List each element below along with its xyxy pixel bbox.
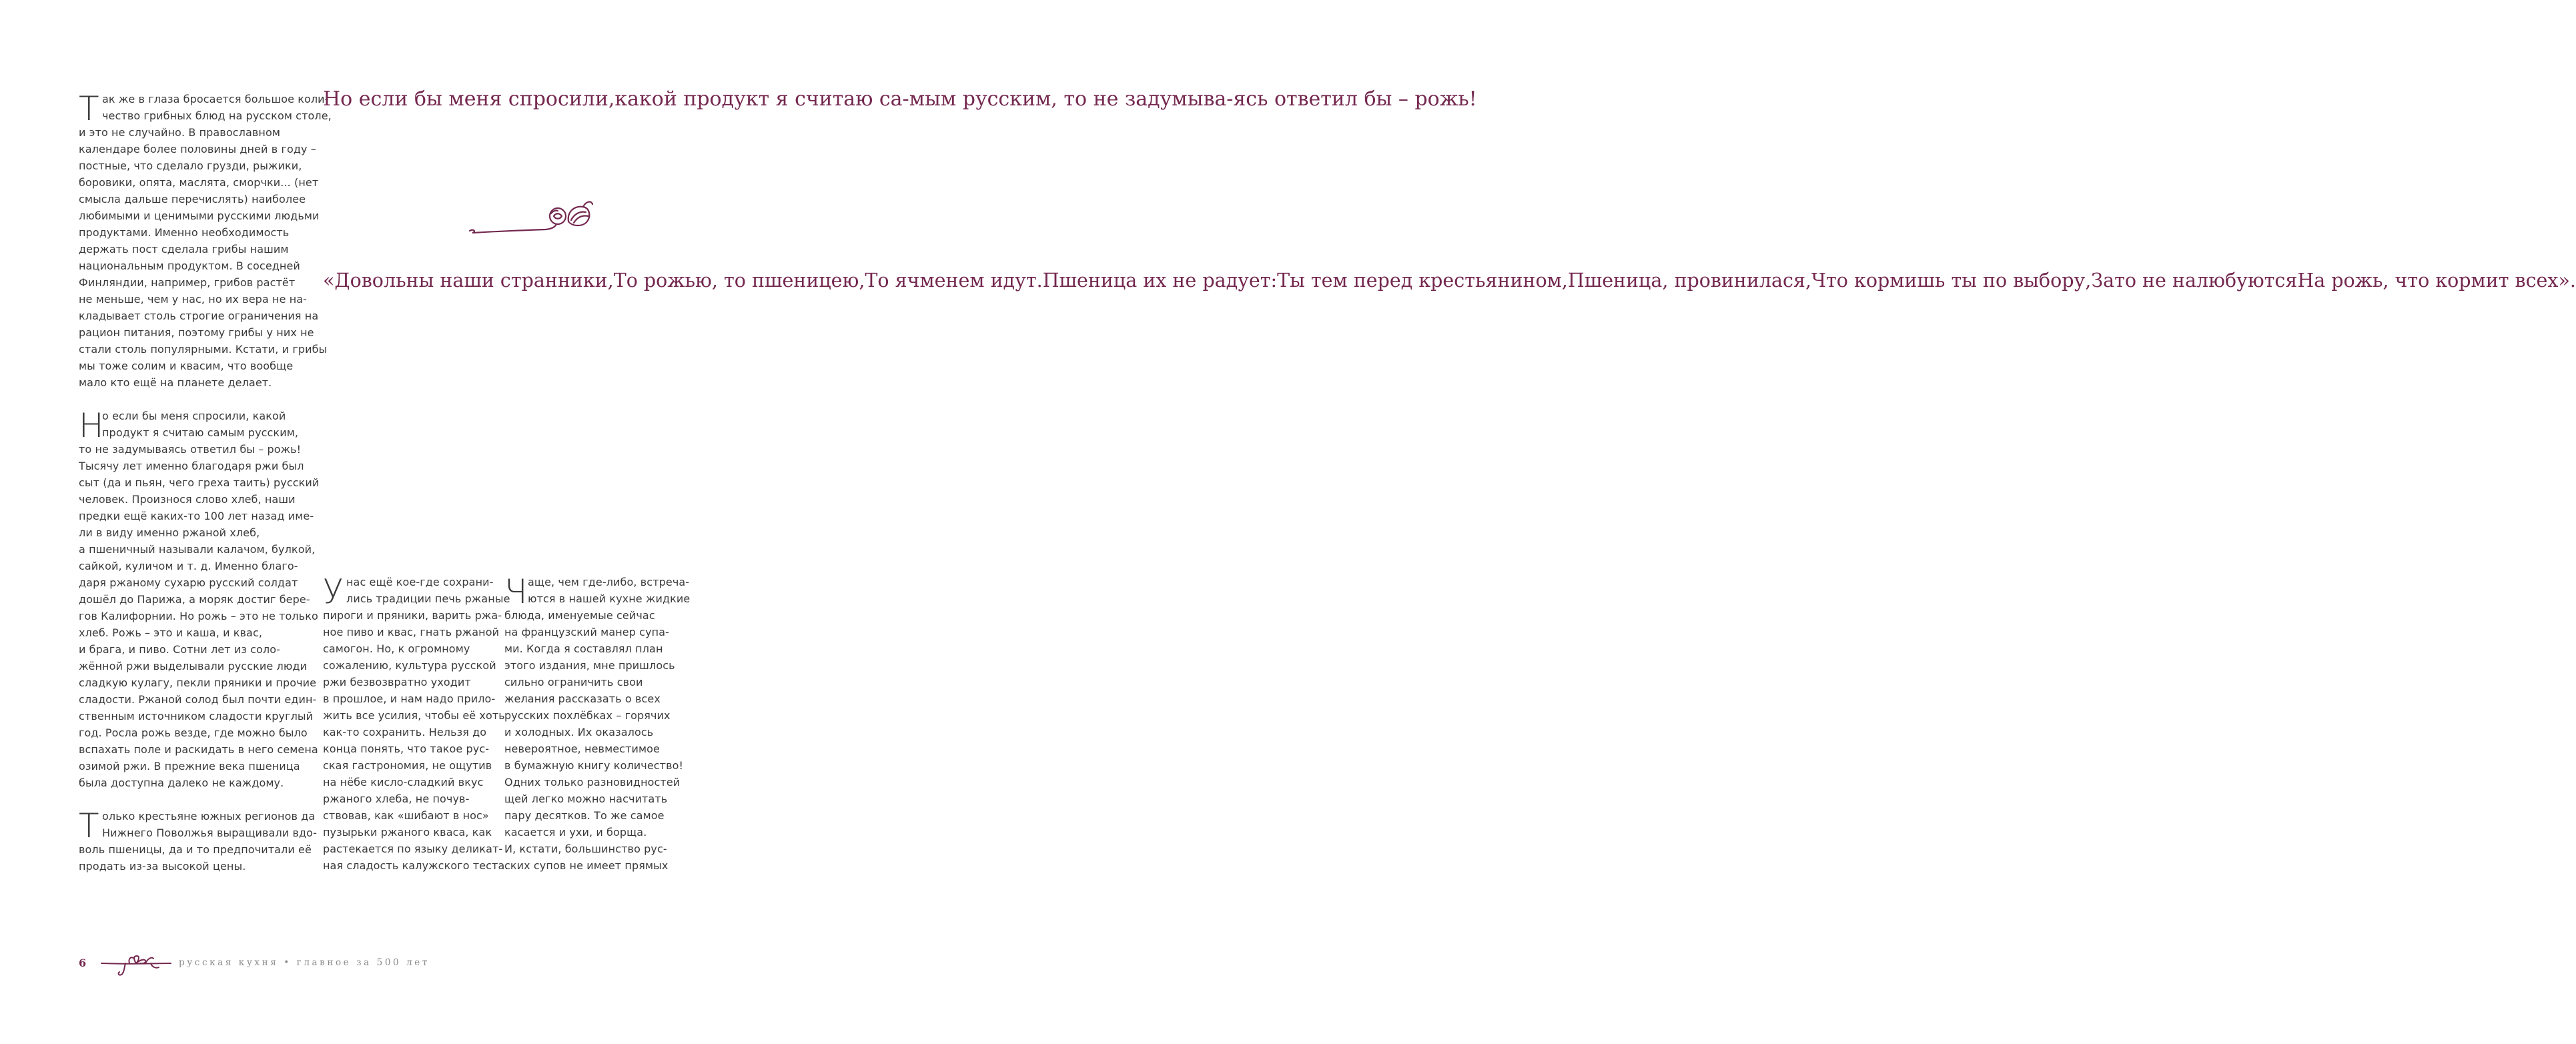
text-line: Тысячу лет именно благодаря ржи был (79, 460, 304, 472)
text-line: нас ещё кое-где сохрани- (346, 576, 494, 588)
text-line: какой продукт я считаю са- (614, 87, 909, 111)
running-title: русская кухня • главное за 500 лет (179, 957, 430, 968)
pull-quote-lines (323, 87, 1477, 111)
text-line: На рожь, что кормит всех». (2297, 270, 2576, 292)
text-line: ное пиво и квас, гнать ржаной (323, 626, 500, 638)
text-line: и брага, и пиво. Сотни лет из соло- (79, 643, 280, 656)
text-line: сыт (да и пьян, чего греха таить) русский (79, 476, 320, 489)
text-line: «Довольны наши странники, (323, 270, 614, 292)
paragraph-lines (79, 808, 317, 875)
text-line: боровики, опята, маслята, сморчки... (нет (79, 176, 319, 189)
text-line: рацион питания, поэтому грибы у них не (79, 326, 314, 339)
text-line: а пшеничный называли калачом, булкой, (79, 543, 316, 556)
text-line: сайкой, куличом и т. д. Именно благо- (79, 560, 298, 572)
text-line: пузырьки ржаного кваса, как (323, 826, 492, 839)
text-line: И, кстати, большинство рус- (504, 843, 667, 855)
text-line: ственным источником сладости круглый (79, 710, 314, 722)
text-line: озимой ржи. В прежние века пшеница (79, 760, 300, 772)
text-line: дошёл до Парижа, а моряк достиг бере- (79, 593, 310, 606)
text-line: ствовав, как «шибают в нос» (323, 809, 489, 822)
page-number: 6 (79, 957, 87, 969)
text-line: сладкую кулагу, пекли пряники и прочие (79, 676, 317, 689)
text-line: невероятное, невместимое (504, 742, 661, 755)
text-line: хлеб. Рожь – это и каша, и квас, (79, 626, 263, 639)
text-line: лись традиции печь ржаные (346, 592, 510, 605)
paragraph-wheat (79, 807, 317, 875)
text-line: чество грибных блюд на русском столе, (102, 109, 332, 122)
text-line: ми. Когда я составлял план (504, 642, 663, 655)
paragraph-rye-traditions (323, 572, 510, 874)
text-line: держать пост сделала грибы нашим (79, 243, 289, 255)
text-line: постные, что сделало грузди, рыжики, (79, 159, 302, 172)
paragraph-lines (79, 91, 332, 391)
page-footer (79, 953, 479, 979)
text-line: год. Росла рожь везде, где можно было (79, 726, 308, 739)
text-line: была доступна далеко не каждому. (79, 776, 284, 789)
left-column (79, 89, 332, 875)
text-line: продать из-за высокой цены. (79, 860, 246, 873)
text-line: даря ржаному сухарю русский солдат (79, 576, 298, 589)
text-line: самогон. Но, к огромному (323, 642, 470, 655)
text-line: сожалению, культура русской (323, 659, 496, 672)
text-line: национальным продуктом. В соседней (79, 259, 300, 272)
text-line: То рожью, то пшеницею, (613, 270, 865, 292)
text-line: на французский манер супа- (504, 626, 669, 638)
text-line: кладывает столь строгие ограничения на (79, 310, 319, 322)
text-line: продукт я считаю самым русским, (102, 426, 299, 439)
paragraph-rye (79, 406, 320, 791)
footer-flourish-icon (99, 953, 173, 979)
paragraph-lines (504, 574, 691, 874)
text-line: мало кто ещё на планете делает. (79, 376, 272, 389)
text-line: ржи безвозвратно уходит (323, 676, 471, 688)
text-line: человек. Произнося слово хлеб, наши (79, 493, 296, 506)
text-line: этого издания, мне пришлось (504, 659, 675, 672)
text-line: мы тоже солим и квасим, что вообще (79, 360, 294, 372)
text-line: пару десятков. То же самое (504, 809, 665, 822)
text-line: и холодных. Их оказалось (504, 726, 654, 738)
text-line: и это не случайно. В православном (79, 126, 281, 139)
text-line: календаре более половины дней в году – (79, 143, 316, 155)
text-line: стали столь популярными. Кстати, и грибы (79, 343, 328, 356)
dropcap: Н (79, 406, 104, 445)
text-line: касается и ухи, и борща. (504, 826, 647, 839)
text-line: аще, чем где-либо, встреча- (528, 576, 690, 588)
right-column (504, 572, 691, 874)
text-line: желания рассказать о всех (504, 692, 661, 705)
dropcap: Т (79, 89, 99, 128)
text-line: Ты тем перед крестьянином, (1277, 270, 1568, 292)
flourish-ornament-icon (467, 199, 594, 236)
text-line: продуктами. Именно необходимость (79, 226, 290, 239)
text-line: вспахать поле и раскидать в него семена (79, 743, 318, 756)
text-line: конца понять, что такое рус- (323, 742, 490, 755)
text-line: предки ещё каких-то 100 лет назад име- (79, 510, 314, 522)
poem (323, 268, 2576, 294)
text-line: как-то сохранить. Нельзя до (323, 726, 487, 738)
text-line: сильно ограничить свои (504, 676, 643, 688)
dropcap: Т (79, 807, 99, 845)
paragraph-soups (504, 572, 691, 874)
text-line: ются в нашей кухне жидкие (528, 592, 691, 605)
text-line: Пшеница, провинилася, (1567, 270, 1812, 292)
dropcap: Ч (504, 572, 528, 611)
pull-quote (323, 85, 1477, 113)
text-line: Но если бы меня спросили, (323, 87, 615, 111)
text-line: русских похлёбках – горячих (504, 709, 671, 722)
text-line: жить все усилия, чтобы её хоть (323, 709, 505, 722)
text-line: ская гастрономия, не ощутив (323, 759, 492, 772)
text-line: ак же в глаза бросается большое коли- (102, 93, 329, 105)
text-line: в бумажную книгу количество! (504, 759, 684, 772)
paragraph-lines (323, 574, 510, 874)
text-line: То ячменем идут. (865, 270, 1043, 292)
text-line: в прошлое, и нам надо прило- (323, 692, 496, 705)
text-line: ржаного хлеба, не почув- (323, 793, 470, 805)
middle-column (323, 572, 510, 874)
text-line: щей легко можно насчитать (504, 793, 668, 805)
text-line: мым русским, то не задумыва- (909, 87, 1234, 111)
text-line: ная сладость калужского теста. (323, 859, 508, 872)
text-line: ских супов не имеет прямых (504, 859, 669, 872)
text-line: воль пшеницы, да и то предпочитали её (79, 843, 312, 856)
text-line: на нёбе кисло-сладкий вкус (323, 776, 484, 789)
text-line: то не задумываясь ответил бы – рожь! (79, 443, 302, 456)
text-line: Зато не налюбуются (2091, 270, 2298, 292)
text-line: Что кормишь ты по выбору, (1811, 270, 2092, 292)
text-line: ясь ответил бы – рожь! (1233, 87, 1477, 111)
poem-lines (323, 270, 2576, 292)
paragraph-mushrooms (79, 89, 332, 391)
text-line: Финляндии, например, грибов растёт (79, 276, 296, 289)
text-line: блюда, именуемые сейчас (504, 609, 655, 622)
text-line: любимыми и ценимыми русскими людьми (79, 209, 320, 222)
text-line: не меньше, чем у нас, но их вера не на- (79, 293, 308, 306)
text-line: гов Калифорнии. Но рожь – это не только (79, 610, 318, 622)
text-line: жённой ржи выделывали русские люди (79, 660, 308, 672)
dropcap: У (323, 572, 344, 611)
text-line: растекается по языку деликат- (323, 843, 503, 855)
text-line: Пшеница их не радует: (1042, 270, 1278, 292)
text-line: Одних только разновидностей (504, 776, 681, 789)
text-line: пироги и пряники, варить ржа- (323, 609, 502, 622)
paragraph-lines (79, 408, 320, 791)
text-line: о если бы меня спросили, какой (102, 410, 286, 422)
text-line: смысла дальше перечислять) наиболее (79, 193, 306, 205)
text-line: сладости. Ржаной солод был почти един- (79, 693, 317, 706)
text-line: ли в виду именно ржаной хлеб, (79, 526, 260, 539)
text-line: олько крестьяне южных регионов да (102, 810, 316, 823)
text-line: Нижнего Поволжья выращивали вдо- (102, 827, 317, 839)
